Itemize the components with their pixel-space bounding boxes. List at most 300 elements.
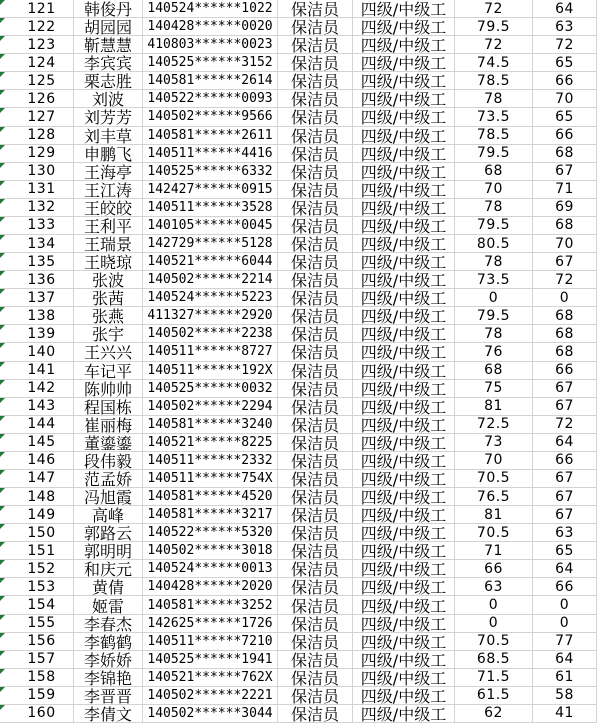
cell-row-number[interactable]: 143 [10, 398, 74, 416]
cell-position[interactable]: 保洁员 [278, 253, 353, 271]
cell-name[interactable]: 郭明明 [74, 542, 143, 560]
cell-position[interactable]: 保洁员 [278, 578, 353, 596]
cell-row-number[interactable]: 146 [10, 452, 74, 470]
cell-score1[interactable]: 68 [455, 362, 533, 380]
cell-marker [0, 705, 10, 723]
cell-score2[interactable]: 72 [533, 416, 597, 434]
cell-position[interactable]: 保洁员 [278, 325, 353, 343]
cell-row-number[interactable]: 125 [10, 72, 74, 90]
cell-position[interactable]: 保洁员 [278, 54, 353, 72]
cell-score2[interactable]: 71 [533, 181, 597, 199]
cell-score1[interactable]: 73.5 [455, 271, 533, 289]
cell-id[interactable]: 140502******3044 [143, 705, 278, 723]
cell-empty [597, 687, 604, 705]
cell-name[interactable]: 胡园园 [74, 18, 143, 36]
cell-position[interactable]: 保洁员 [278, 362, 353, 380]
cell-empty [597, 416, 604, 434]
cell-grade[interactable]: 四级/中级工 [353, 578, 455, 596]
cell-id[interactable]: 140521******762X [143, 669, 278, 687]
cell-position[interactable]: 保洁员 [278, 560, 353, 578]
cell-score2[interactable]: 67 [533, 488, 597, 506]
cell-score2[interactable]: 66 [533, 452, 597, 470]
cell-row-number[interactable]: 123 [10, 36, 74, 54]
cell-score2[interactable]: 69 [533, 199, 597, 217]
cell-score2[interactable]: 64 [533, 651, 597, 669]
cell-marker [0, 470, 10, 488]
cell-grade[interactable]: 四级/中级工 [353, 36, 455, 54]
cell-position[interactable]: 保洁员 [278, 687, 353, 705]
cell-id[interactable]: 140525******0032 [143, 380, 278, 398]
cell-score2[interactable]: 61 [533, 669, 597, 687]
cell-score2[interactable]: 70 [533, 235, 597, 253]
cell-score2[interactable]: 68 [533, 343, 597, 361]
cell-score2[interactable]: 0 [533, 615, 597, 633]
cell-row-number[interactable]: 148 [10, 488, 74, 506]
cell-position[interactable]: 保洁员 [278, 145, 353, 163]
cell-row-number[interactable]: 150 [10, 524, 74, 542]
cell-name[interactable]: 李春杰 [74, 615, 143, 633]
cell-position[interactable]: 保洁员 [278, 506, 353, 524]
cell-empty [597, 271, 604, 289]
cell-row-number[interactable]: 122 [10, 18, 74, 36]
cell-score1[interactable]: 78 [455, 253, 533, 271]
cell-name[interactable]: 李晋晋 [74, 687, 143, 705]
cell-score1[interactable]: 63 [455, 578, 533, 596]
cell-row-number[interactable]: 131 [10, 181, 74, 199]
cell-row-number[interactable]: 126 [10, 90, 74, 108]
cell-score1[interactable]: 79.5 [455, 145, 533, 163]
cell-id[interactable]: 140502******2214 [143, 271, 278, 289]
cell-position[interactable]: 保洁员 [278, 289, 353, 307]
cell-grade[interactable]: 四级/中级工 [353, 470, 455, 488]
cell-name[interactable]: 刘芳芳 [74, 108, 143, 126]
cell-score2[interactable]: 41 [533, 705, 597, 723]
cell-marker [0, 54, 10, 72]
cell-score1[interactable]: 72.5 [455, 416, 533, 434]
cell-score2[interactable]: 66 [533, 362, 597, 380]
cell-grade[interactable]: 四级/中级工 [353, 669, 455, 687]
cell-name[interactable]: 张波 [74, 271, 143, 289]
cell-name[interactable]: 栗志胜 [74, 72, 143, 90]
cell-name[interactable]: 李宾宾 [74, 54, 143, 72]
cell-name[interactable]: 张宇 [74, 325, 143, 343]
cell-score2[interactable]: 65 [533, 54, 597, 72]
cell-grade[interactable]: 四级/中级工 [353, 506, 455, 524]
cell-id[interactable]: 140581******2614 [143, 72, 278, 90]
cell-position[interactable]: 保洁员 [278, 488, 353, 506]
cell-id[interactable]: 140522******0093 [143, 90, 278, 108]
cell-position[interactable]: 保洁员 [278, 0, 353, 18]
error-indicator-triangle-icon [0, 54, 5, 59]
cell-name[interactable]: 李倩文 [74, 705, 143, 723]
cell-position[interactable]: 保洁员 [278, 633, 353, 651]
cell-name[interactable]: 张燕 [74, 307, 143, 325]
cell-id[interactable]: 142427******0915 [143, 181, 278, 199]
cell-name[interactable]: 刘波 [74, 90, 143, 108]
cell-row-number[interactable]: 141 [10, 362, 74, 380]
cell-position[interactable]: 保洁员 [278, 181, 353, 199]
cell-marker [0, 181, 10, 199]
cell-score2[interactable]: 67 [533, 380, 597, 398]
cell-grade[interactable]: 四级/中级工 [353, 0, 455, 18]
cell-grade[interactable]: 四级/中级工 [353, 307, 455, 325]
cell-name[interactable]: 姬雷 [74, 596, 143, 614]
cell-score1[interactable]: 72 [455, 0, 533, 18]
cell-name[interactable]: 韩俊丹 [74, 0, 143, 18]
cell-score1[interactable]: 81 [455, 506, 533, 524]
cell-name[interactable]: 王利平 [74, 217, 143, 235]
cell-position[interactable]: 保洁员 [278, 705, 353, 723]
cell-grade[interactable]: 四级/中级工 [353, 524, 455, 542]
cell-row-number[interactable]: 158 [10, 669, 74, 687]
cell-marker [0, 596, 10, 614]
cell-row-number[interactable]: 153 [10, 578, 74, 596]
cell-score1[interactable]: 78 [455, 90, 533, 108]
cell-row-number[interactable]: 144 [10, 416, 74, 434]
cell-grade[interactable]: 四级/中级工 [353, 705, 455, 723]
cell-position[interactable]: 保洁员 [278, 416, 353, 434]
cell-position[interactable]: 保洁员 [278, 36, 353, 54]
cell-id[interactable]: 140581******3217 [143, 506, 278, 524]
cell-grade[interactable]: 四级/中级工 [353, 452, 455, 470]
cell-row-number[interactable]: 128 [10, 127, 74, 145]
cell-id[interactable]: 140581******3252 [143, 596, 278, 614]
cell-score1[interactable]: 62 [455, 705, 533, 723]
cell-id[interactable]: 140502******2221 [143, 687, 278, 705]
cell-score1[interactable]: 76.5 [455, 488, 533, 506]
cell-score1[interactable]: 0 [455, 596, 533, 614]
cell-marker [0, 18, 10, 36]
cell-score1[interactable]: 70 [455, 452, 533, 470]
cell-grade[interactable]: 四级/中级工 [353, 560, 455, 578]
cell-id[interactable]: 140428******2020 [143, 578, 278, 596]
cell-score2[interactable]: 68 [533, 217, 597, 235]
cell-row-number[interactable]: 136 [10, 271, 74, 289]
cell-name[interactable]: 刘丰草 [74, 127, 143, 145]
cell-grade[interactable]: 四级/中级工 [353, 615, 455, 633]
cell-grade[interactable]: 四级/中级工 [353, 687, 455, 705]
cell-grade[interactable]: 四级/中级工 [353, 72, 455, 90]
cell-id[interactable]: 140511******192X [143, 362, 278, 380]
cell-score2[interactable]: 64 [533, 560, 597, 578]
cell-grade[interactable]: 四级/中级工 [353, 289, 455, 307]
cell-score2[interactable]: 72 [533, 36, 597, 54]
cell-grade[interactable]: 四级/中级工 [353, 217, 455, 235]
cell-position[interactable]: 保洁员 [278, 398, 353, 416]
cell-id[interactable]: 140521******8225 [143, 434, 278, 452]
cell-score1[interactable]: 66 [455, 560, 533, 578]
cell-name[interactable]: 李锦艳 [74, 669, 143, 687]
cell-row-number[interactable]: 132 [10, 199, 74, 217]
cell-name[interactable]: 崔丽梅 [74, 416, 143, 434]
cell-name[interactable]: 张茜 [74, 289, 143, 307]
cell-name[interactable]: 李娇娇 [74, 651, 143, 669]
cell-score1[interactable]: 71.5 [455, 669, 533, 687]
cell-row-number[interactable]: 151 [10, 542, 74, 560]
cell-position[interactable]: 保洁员 [278, 596, 353, 614]
cell-score2[interactable]: 65 [533, 542, 597, 560]
cell-score2[interactable]: 63 [533, 18, 597, 36]
cell-score1[interactable]: 0 [455, 615, 533, 633]
cell-id[interactable]: 140502******2294 [143, 398, 278, 416]
cell-marker [0, 343, 10, 361]
cell-row-number[interactable]: 145 [10, 434, 74, 452]
cell-score1[interactable]: 78.5 [455, 127, 533, 145]
cell-grade[interactable]: 四级/中级工 [353, 54, 455, 72]
cell-score1[interactable]: 68 [455, 163, 533, 181]
cell-position[interactable]: 保洁员 [278, 524, 353, 542]
cell-score2[interactable]: 68 [533, 325, 597, 343]
cell-row-number[interactable]: 139 [10, 325, 74, 343]
cell-grade[interactable]: 四级/中级工 [353, 18, 455, 36]
cell-name[interactable]: 范孟娇 [74, 470, 143, 488]
cell-grade[interactable]: 四级/中级工 [353, 488, 455, 506]
cell-position[interactable]: 保洁员 [278, 108, 353, 126]
cell-id[interactable]: 140581******4520 [143, 488, 278, 506]
cell-position[interactable]: 保洁员 [278, 18, 353, 36]
cell-id[interactable]: 140522******5320 [143, 524, 278, 542]
cell-grade[interactable]: 四级/中级工 [353, 235, 455, 253]
cell-grade[interactable]: 四级/中级工 [353, 398, 455, 416]
cell-score2[interactable]: 77 [533, 633, 597, 651]
cell-name[interactable]: 高峰 [74, 506, 143, 524]
cell-row-number[interactable]: 140 [10, 343, 74, 361]
cell-name[interactable]: 程国栋 [74, 398, 143, 416]
cell-row-number[interactable]: 157 [10, 651, 74, 669]
cell-score2[interactable]: 66 [533, 127, 597, 145]
cell-position[interactable]: 保洁员 [278, 470, 353, 488]
cell-score1[interactable]: 76 [455, 343, 533, 361]
cell-position[interactable]: 保洁员 [278, 651, 353, 669]
cell-name[interactable]: 王晓琼 [74, 253, 143, 271]
cell-id[interactable]: 140524******5223 [143, 289, 278, 307]
cell-name[interactable]: 陈帅帅 [74, 380, 143, 398]
cell-score1[interactable]: 0 [455, 289, 533, 307]
cell-empty [597, 596, 604, 614]
cell-position[interactable]: 保洁员 [278, 615, 353, 633]
cell-name[interactable]: 申鹏飞 [74, 145, 143, 163]
error-indicator-triangle-icon [0, 145, 5, 150]
cell-score2[interactable]: 58 [533, 687, 597, 705]
cell-name[interactable]: 冯旭霞 [74, 488, 143, 506]
cell-grade[interactable]: 四级/中级工 [353, 199, 455, 217]
cell-row-number[interactable]: 156 [10, 633, 74, 651]
cell-position[interactable]: 保洁员 [278, 669, 353, 687]
cell-grade[interactable]: 四级/中级工 [353, 651, 455, 669]
cell-row-number[interactable]: 124 [10, 54, 74, 72]
cell-row-number[interactable]: 142 [10, 380, 74, 398]
cell-score1[interactable]: 71 [455, 542, 533, 560]
cell-score1[interactable]: 70 [455, 181, 533, 199]
cell-id[interactable]: 140525******1941 [143, 651, 278, 669]
cell-score1[interactable]: 61.5 [455, 687, 533, 705]
error-indicator-triangle-icon [0, 687, 5, 692]
cell-id[interactable]: 140105******0045 [143, 217, 278, 235]
cell-grade[interactable]: 四级/中级工 [353, 380, 455, 398]
cell-score1[interactable]: 70.5 [455, 633, 533, 651]
cell-name[interactable]: 王海亭 [74, 163, 143, 181]
cell-id[interactable]: 140502******3018 [143, 542, 278, 560]
cell-score2[interactable]: 68 [533, 145, 597, 163]
cell-score1[interactable]: 78.5 [455, 72, 533, 90]
cell-id[interactable]: 410803******0023 [143, 36, 278, 54]
cell-name[interactable]: 靳慧慧 [74, 36, 143, 54]
cell-row-number[interactable]: 138 [10, 307, 74, 325]
cell-id[interactable]: 142625******1726 [143, 615, 278, 633]
cell-position[interactable]: 保洁员 [278, 199, 353, 217]
cell-row-number[interactable]: 135 [10, 253, 74, 271]
cell-name[interactable]: 王江涛 [74, 181, 143, 199]
cell-name[interactable]: 董鎏鎏 [74, 434, 143, 452]
cell-row-number[interactable]: 129 [10, 145, 74, 163]
cell-id[interactable]: 140511******754X [143, 470, 278, 488]
cell-marker [0, 524, 10, 542]
cell-score1[interactable]: 75 [455, 380, 533, 398]
cell-position[interactable]: 保洁员 [278, 434, 353, 452]
cell-row-number[interactable]: 134 [10, 235, 74, 253]
cell-marker [0, 36, 10, 54]
cell-score2[interactable]: 67 [533, 506, 597, 524]
cell-grade[interactable]: 四级/中级工 [353, 163, 455, 181]
cell-grade[interactable]: 四级/中级工 [353, 325, 455, 343]
cell-score2[interactable]: 66 [533, 72, 597, 90]
cell-score1[interactable]: 78 [455, 199, 533, 217]
cell-name[interactable]: 和庆元 [74, 560, 143, 578]
cell-score1[interactable]: 79.5 [455, 18, 533, 36]
cell-position[interactable]: 保洁员 [278, 72, 353, 90]
cell-id[interactable]: 140502******2238 [143, 325, 278, 343]
cell-score2[interactable]: 67 [533, 398, 597, 416]
cell-row-number[interactable]: 121 [10, 0, 74, 18]
cell-score2[interactable]: 68 [533, 307, 597, 325]
cell-score2[interactable]: 67 [533, 253, 597, 271]
cell-id[interactable]: 140502******9566 [143, 108, 278, 126]
cell-score1[interactable]: 81 [455, 398, 533, 416]
cell-score2[interactable]: 72 [533, 271, 597, 289]
cell-id[interactable]: 140581******2611 [143, 127, 278, 145]
cell-position[interactable]: 保洁员 [278, 542, 353, 560]
cell-row-number[interactable]: 147 [10, 470, 74, 488]
cell-score2[interactable]: 64 [533, 434, 597, 452]
cell-position[interactable]: 保洁员 [278, 217, 353, 235]
cell-id[interactable]: 140524******0013 [143, 560, 278, 578]
cell-id[interactable]: 140511******8727 [143, 343, 278, 361]
cell-position[interactable]: 保洁员 [278, 307, 353, 325]
cell-grade[interactable]: 四级/中级工 [353, 127, 455, 145]
cell-score1[interactable]: 78 [455, 325, 533, 343]
cell-name[interactable]: 王皎皎 [74, 199, 143, 217]
cell-score1[interactable]: 79.5 [455, 217, 533, 235]
cell-score1[interactable]: 70.5 [455, 470, 533, 488]
cell-id[interactable]: 140521******6044 [143, 253, 278, 271]
cell-id[interactable]: 411327******2920 [143, 307, 278, 325]
cell-score2[interactable]: 66 [533, 578, 597, 596]
cell-score1[interactable]: 80.5 [455, 235, 533, 253]
cell-id[interactable]: 140511******7210 [143, 633, 278, 651]
cell-position[interactable]: 保洁员 [278, 452, 353, 470]
cell-score2[interactable]: 70 [533, 90, 597, 108]
cell-grade[interactable]: 四级/中级工 [353, 145, 455, 163]
cell-grade[interactable]: 四级/中级工 [353, 343, 455, 361]
cell-score2[interactable]: 64 [533, 0, 597, 18]
cell-id[interactable]: 140524******1022 [143, 0, 278, 18]
cell-row-number[interactable]: 149 [10, 506, 74, 524]
cell-grade[interactable]: 四级/中级工 [353, 108, 455, 126]
cell-score2[interactable]: 0 [533, 596, 597, 614]
cell-row-number[interactable]: 154 [10, 596, 74, 614]
cell-id[interactable]: 140511******2332 [143, 452, 278, 470]
cell-row-number[interactable]: 155 [10, 615, 74, 633]
cell-score2[interactable]: 67 [533, 163, 597, 181]
cell-score2[interactable]: 63 [533, 524, 597, 542]
cell-empty [597, 398, 604, 416]
cell-score2[interactable]: 65 [533, 108, 597, 126]
cell-id[interactable]: 140581******3240 [143, 416, 278, 434]
cell-row-number[interactable]: 160 [10, 705, 74, 723]
cell-position[interactable]: 保洁员 [278, 343, 353, 361]
cell-row-number[interactable]: 130 [10, 163, 74, 181]
cell-grade[interactable]: 四级/中级工 [353, 633, 455, 651]
cell-row-number[interactable]: 127 [10, 108, 74, 126]
cell-position[interactable]: 保洁员 [278, 163, 353, 181]
cell-grade[interactable]: 四级/中级工 [353, 181, 455, 199]
cell-score1[interactable]: 72 [455, 36, 533, 54]
cell-score1[interactable]: 68.5 [455, 651, 533, 669]
cell-row-number[interactable]: 159 [10, 687, 74, 705]
cell-grade[interactable]: 四级/中级工 [353, 271, 455, 289]
cell-position[interactable]: 保洁员 [278, 127, 353, 145]
cell-row-number[interactable]: 137 [10, 289, 74, 307]
cell-score1[interactable]: 74.5 [455, 54, 533, 72]
cell-grade[interactable]: 四级/中级工 [353, 434, 455, 452]
cell-position[interactable]: 保洁员 [278, 235, 353, 253]
cell-empty [597, 633, 604, 651]
cell-id[interactable]: 140525******3152 [143, 54, 278, 72]
cell-name[interactable]: 车记平 [74, 362, 143, 380]
cell-empty [597, 452, 604, 470]
cell-score2[interactable]: 67 [533, 470, 597, 488]
cell-grade[interactable]: 四级/中级工 [353, 362, 455, 380]
cell-grade[interactable]: 四级/中级工 [353, 542, 455, 560]
cell-name[interactable]: 王兴兴 [74, 343, 143, 361]
cell-name[interactable]: 李鹤鹤 [74, 633, 143, 651]
cell-row-number[interactable]: 133 [10, 217, 74, 235]
cell-empty [597, 163, 604, 181]
cell-id[interactable]: 142729******5128 [143, 235, 278, 253]
cell-id[interactable]: 140511******4416 [143, 145, 278, 163]
cell-position[interactable]: 保洁员 [278, 380, 353, 398]
cell-id[interactable]: 140525******6332 [143, 163, 278, 181]
cell-position[interactable]: 保洁员 [278, 90, 353, 108]
cell-name[interactable]: 段伟毅 [74, 452, 143, 470]
cell-name[interactable]: 王瑞景 [74, 235, 143, 253]
cell-score1[interactable]: 73 [455, 434, 533, 452]
cell-grade[interactable]: 四级/中级工 [353, 596, 455, 614]
cell-name[interactable]: 郭路云 [74, 524, 143, 542]
cell-score1[interactable]: 79.5 [455, 307, 533, 325]
cell-grade[interactable]: 四级/中级工 [353, 416, 455, 434]
cell-score1[interactable]: 70.5 [455, 524, 533, 542]
cell-grade[interactable]: 四级/中级工 [353, 90, 455, 108]
cell-id[interactable]: 140511******3528 [143, 199, 278, 217]
cell-score1[interactable]: 73.5 [455, 108, 533, 126]
cell-name[interactable]: 黄倩 [74, 578, 143, 596]
cell-position[interactable]: 保洁员 [278, 271, 353, 289]
cell-score2[interactable]: 0 [533, 289, 597, 307]
cell-grade[interactable]: 四级/中级工 [353, 253, 455, 271]
cell-id[interactable]: 140428******0020 [143, 18, 278, 36]
cell-row-number[interactable]: 152 [10, 560, 74, 578]
